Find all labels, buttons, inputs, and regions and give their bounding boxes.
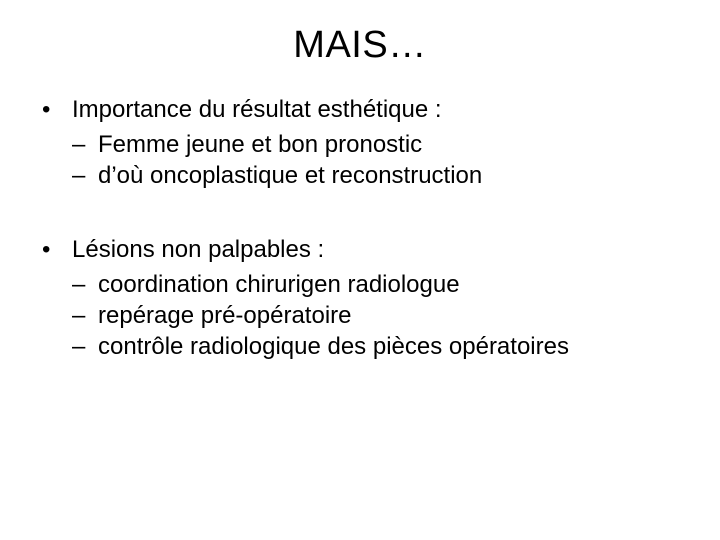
- sub-item: [42, 129, 682, 160]
- dash-icon: –: [72, 333, 86, 360]
- slide-title: MAIS…: [293, 24, 427, 66]
- bullet-dot-icon: •: [42, 236, 51, 263]
- sub-item-text: d’où oncoplastique et reconstruction: [98, 162, 483, 189]
- sub-item-text: Femme jeune et bon pronostic: [98, 131, 423, 158]
- bullet-block-lesions: [42, 233, 682, 362]
- bullet-block-aesthetic: [42, 93, 682, 191]
- bullet-dot-icon: •: [42, 96, 51, 123]
- dash-icon: –: [72, 162, 86, 189]
- sub-item-text: coordination chirurigen radiologue: [98, 271, 460, 298]
- sub-item: [42, 331, 682, 362]
- sub-item: [42, 300, 682, 331]
- sub-list: [42, 269, 682, 362]
- dash-icon: –: [72, 131, 86, 158]
- sub-list: [42, 129, 682, 191]
- sub-item-text: repérage pré-opératoire: [98, 302, 352, 329]
- bullet-text: Importance du résultat esthétique :: [72, 96, 442, 123]
- sub-item: [42, 269, 682, 300]
- bullet-item: [42, 233, 682, 267]
- slide-content: [42, 93, 682, 362]
- dash-icon: –: [72, 271, 86, 298]
- sub-item-text: contrôle radiologique des pièces opératoires: [98, 333, 569, 360]
- bullet-text: Lésions non palpables :: [72, 236, 325, 263]
- sub-item: [42, 160, 682, 191]
- dash-icon: –: [72, 302, 86, 329]
- bullet-item: [42, 93, 682, 127]
